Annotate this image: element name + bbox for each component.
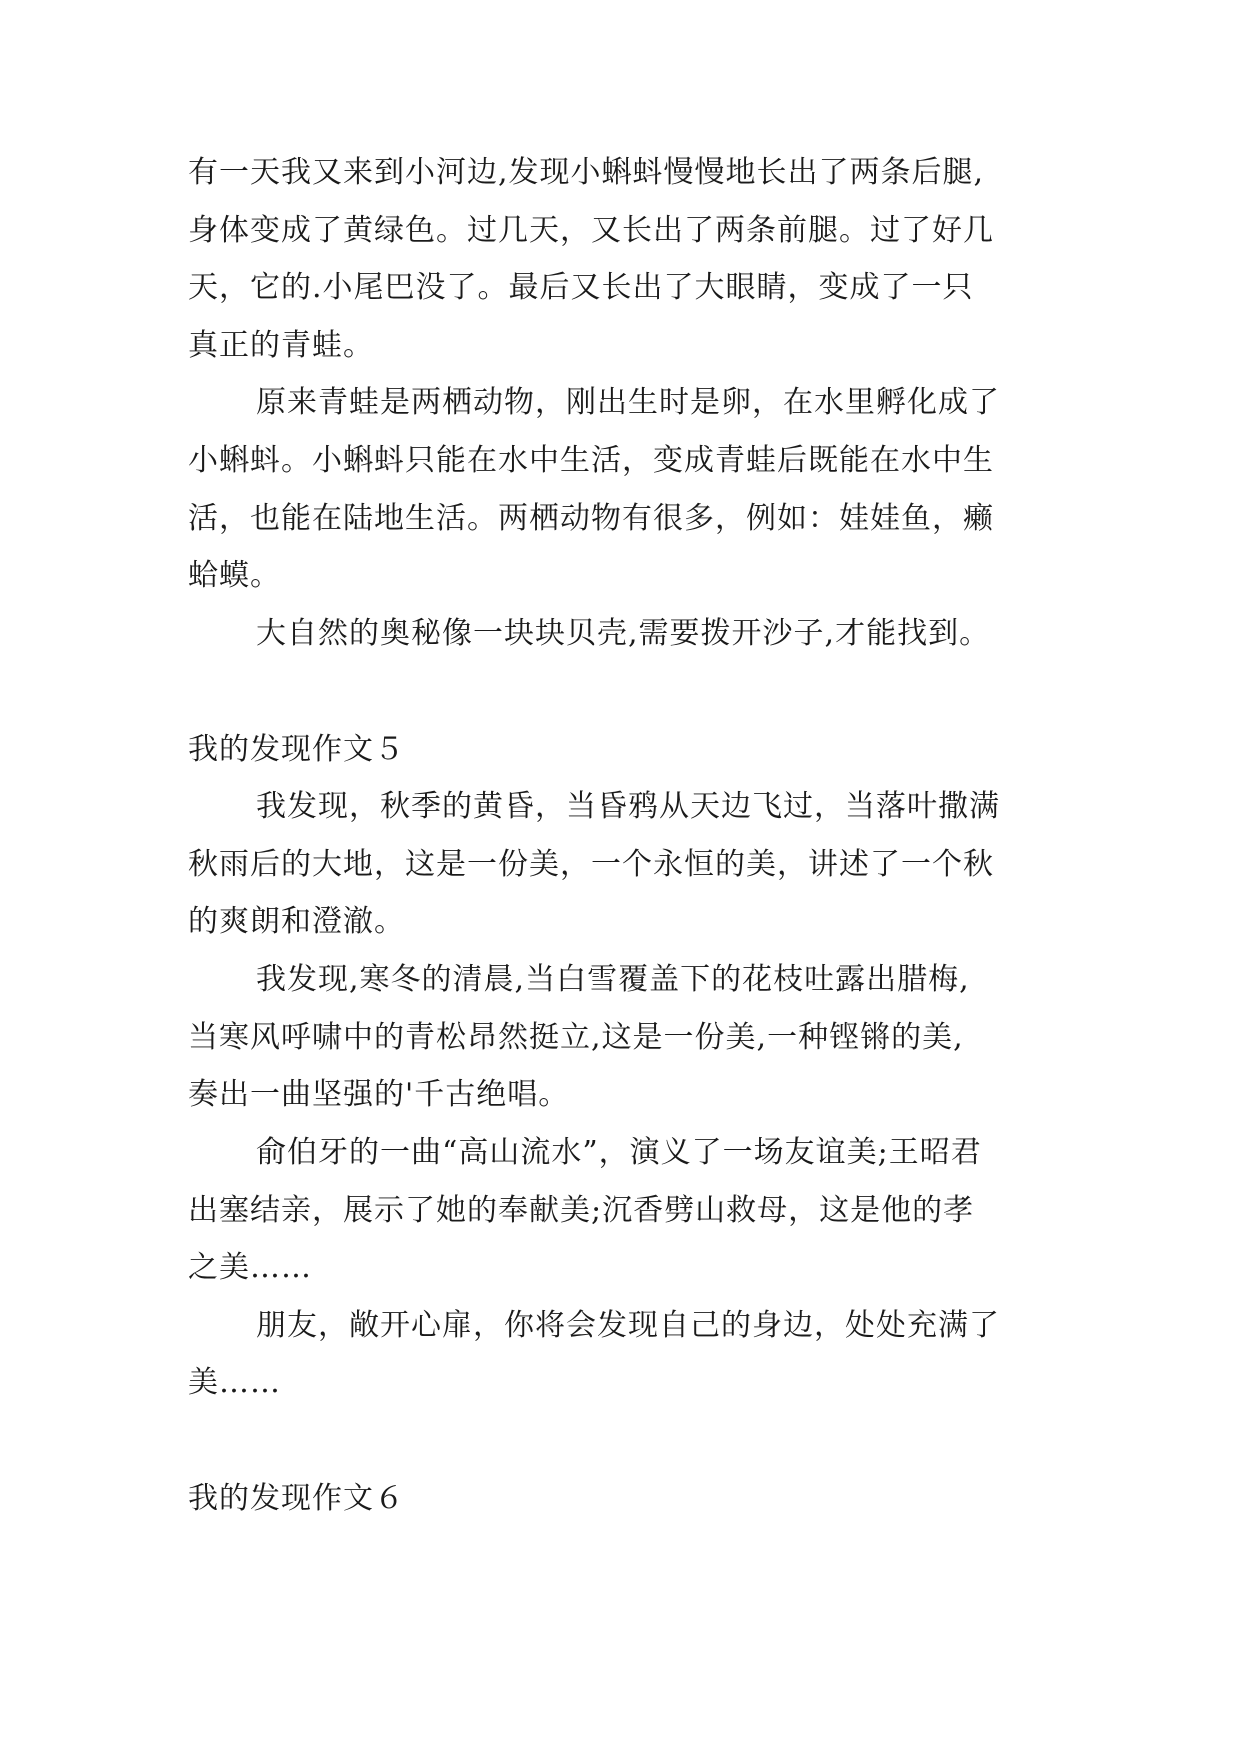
text-line: 有一天我又来到小河边,发现小蝌蚪慢慢地长出了两条后腿, <box>188 155 985 190</box>
text-line: 天，它的.小尾巴没了。最后又长出了大眼睛，变成了一只 <box>188 270 974 305</box>
text-line: 小蝌蚪。小蝌蚪只能在水中生活，变成青蛙后既能在水中生 <box>188 443 994 478</box>
paragraph-start-line: 大自然的奥秘像一块块贝壳,需要拨开沙子,才能找到。 <box>256 616 991 651</box>
text-line: 的爽朗和澄澈。 <box>188 904 405 939</box>
paragraph-start-line: 俞伯牙的一曲“高山流水”，演义了一场友谊美;王昭君 <box>256 1135 982 1170</box>
paragraph-start-line: 原来青蛙是两栖动物，刚出生时是卵，在水里孵化成了 <box>256 385 1000 420</box>
paragraph-start-line: 我发现,寒冬的清晨,当白雪覆盖下的花枝吐露出腊梅, <box>256 962 970 997</box>
text-line: 之美…… <box>188 1250 312 1285</box>
text-line: 蛤蟆。 <box>188 558 281 593</box>
paragraph-start-line: 朋友，敞开心扉，你将会发现自己的身边，处处充满了 <box>256 1308 1000 1343</box>
paragraph-start-line: 我发现，秋季的黄昏，当昏鸦从天边飞过，当落叶撒满 <box>256 789 1000 824</box>
section-heading: 我的发现作文６ <box>188 1481 405 1516</box>
text-line: 秋雨后的大地，这是一份美，一个永恒的美，讲述了一个秋 <box>188 847 994 882</box>
text-line: 真正的青蛙。 <box>188 328 374 363</box>
text-line: 奏出一曲坚强的'千古绝唱。 <box>188 1077 570 1112</box>
text-line: 出塞结亲，展示了她的奉献美;沉香劈山救母，这是他的孝 <box>188 1193 975 1228</box>
text-line: 当寒风呼啸中的青松昂然挺立,这是一份美,一种铿锵的美, <box>188 1020 964 1055</box>
text-line: 美…… <box>188 1365 281 1400</box>
section-heading: 我的发现作文５ <box>188 732 405 767</box>
text-line: 身体变成了黄绿色。过几天，又长出了两条前腿。过了好几 <box>188 213 994 248</box>
text-line: 活，也能在陆地生活。两栖动物有很多，例如：娃娃鱼，癞 <box>188 501 994 536</box>
